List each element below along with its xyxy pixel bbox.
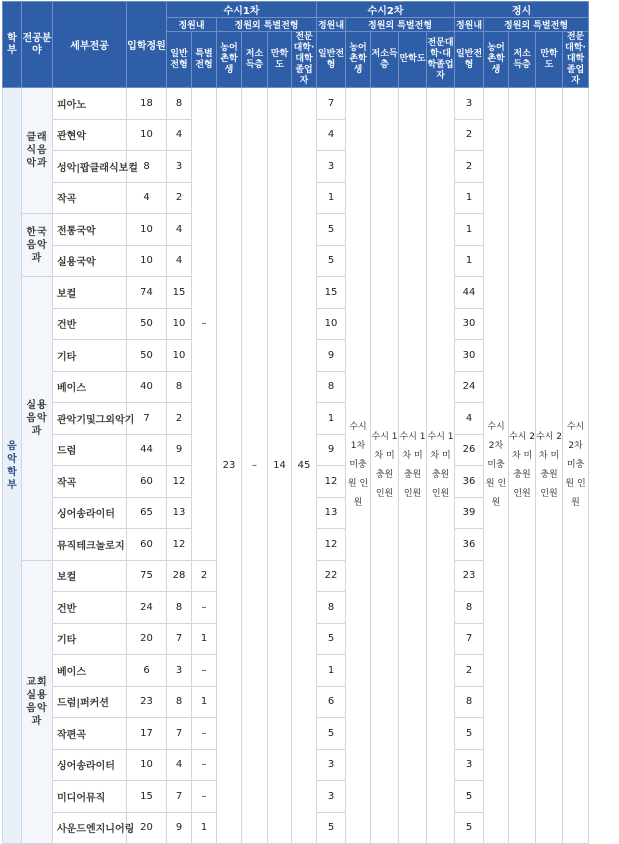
quota-cell: 4 (127, 182, 167, 214)
header-j-lowincome: 저소득층 (509, 32, 536, 88)
s2-latestudy-note: 수시 1차 미충원 인원 (399, 88, 427, 844)
s1-general-cell: 13 (167, 497, 192, 529)
s2-general-cell: 8 (317, 592, 346, 624)
quota-cell: 24 (127, 592, 167, 624)
quota-cell: 7 (127, 403, 167, 435)
quota-cell: 15 (127, 781, 167, 813)
header-s2-farm: 농어촌학생 (346, 32, 371, 88)
s1-general-cell: 9 (167, 812, 192, 844)
s1-special-cell: 1 (192, 686, 217, 718)
s1-special-cell: 2 (192, 560, 217, 592)
s2-general-cell: 9 (317, 434, 346, 466)
s2-grad-note: 수시 1차 미충원 인원 (427, 88, 455, 844)
header-susi1-out: 정원외 특별전형 (217, 18, 317, 32)
category-cell: 한국음악과 (22, 214, 53, 277)
j-general-cell: 5 (455, 812, 484, 844)
major-cell: 피아노 (53, 88, 127, 120)
s1-general-cell: 7 (167, 781, 192, 813)
header-s1-grad: 전문대학·대학졸업자 (292, 32, 317, 88)
j-general-cell: 8 (455, 592, 484, 624)
s1-general-cell: 12 (167, 529, 192, 561)
s2-general-cell: 3 (317, 749, 346, 781)
s2-general-cell: 9 (317, 340, 346, 372)
header-s2-lowincome: 저소득층 (371, 32, 399, 88)
s2-general-cell: 6 (317, 686, 346, 718)
header-s2-grad: 전문대학·대학졸업자 (427, 32, 455, 88)
s1-special-cell: – (192, 718, 217, 750)
quota-cell: 60 (127, 466, 167, 498)
quota-cell: 8 (127, 151, 167, 183)
s1-general-cell: 12 (167, 466, 192, 498)
major-cell: 관현악 (53, 119, 127, 151)
quota-cell: 6 (127, 655, 167, 687)
quota-cell: 74 (127, 277, 167, 309)
s1-general-cell: 7 (167, 718, 192, 750)
s1-general-cell: 8 (167, 88, 192, 120)
j-general-cell: 2 (455, 119, 484, 151)
major-cell: 기타 (53, 340, 127, 372)
major-cell: 성악|팝클래식보컬 (53, 151, 127, 183)
header-susi2-in: 정원내 (317, 18, 346, 32)
header-dept: 학부 (3, 2, 22, 88)
header-jungsi: 정시 (455, 2, 589, 18)
major-cell: 작편곡 (53, 718, 127, 750)
quota-cell: 10 (127, 119, 167, 151)
major-cell: 건반 (53, 592, 127, 624)
major-cell: 드럼|퍼커션 (53, 686, 127, 718)
j-general-cell: 1 (455, 182, 484, 214)
j-general-cell: 36 (455, 529, 484, 561)
quota-cell: 20 (127, 623, 167, 655)
s1-special-cell: – (192, 749, 217, 781)
j-latestudy-note: 수시 2차 미충원 인원 (536, 88, 563, 844)
header-s1-special: 특별전형 (192, 32, 217, 88)
s1-farm-cell: 23 (217, 88, 242, 844)
major-cell: 관악기및그외악기 (53, 403, 127, 435)
s2-general-cell: 1 (317, 182, 346, 214)
major-cell: 보컬 (53, 277, 127, 309)
header-s1-general: 일반전형 (167, 32, 192, 88)
j-general-cell: 23 (455, 560, 484, 592)
quota-cell: 50 (127, 340, 167, 372)
s1-general-cell: 3 (167, 655, 192, 687)
j-general-cell: 4 (455, 403, 484, 435)
header-s1-latestudy: 만학도 (268, 32, 292, 88)
header-j-latestudy: 만학도 (536, 32, 563, 88)
j-general-cell: 3 (455, 749, 484, 781)
s1-special-cell: – (192, 655, 217, 687)
j-general-cell: 1 (455, 245, 484, 277)
header-susi1: 수시1차 (167, 2, 317, 18)
s2-general-cell: 3 (317, 781, 346, 813)
quota-cell: 10 (127, 214, 167, 246)
j-general-cell: 26 (455, 434, 484, 466)
major-cell: 싱어송라이터 (53, 497, 127, 529)
s1-special-merged-cell: – (192, 88, 217, 561)
s2-general-cell: 4 (317, 119, 346, 151)
s2-general-cell: 12 (317, 466, 346, 498)
s1-general-cell: 8 (167, 371, 192, 403)
major-cell: 건반 (53, 308, 127, 340)
header-s2-latestudy: 만학도 (399, 32, 427, 88)
s1-general-cell: 8 (167, 686, 192, 718)
s2-general-cell: 15 (317, 277, 346, 309)
admission-quota-table (2, 1, 619, 844)
s2-farm-note: 수시 1차 미충원 인원 (346, 88, 371, 844)
header-jungsi-out: 정원외 특별전형 (484, 18, 589, 32)
major-cell: 사운드엔지니어링 (53, 812, 127, 844)
j-general-cell: 7 (455, 623, 484, 655)
s1-general-cell: 4 (167, 749, 192, 781)
major-cell: 베이스 (53, 655, 127, 687)
quota-cell: 20 (127, 812, 167, 844)
s1-general-cell: 15 (167, 277, 192, 309)
s1-general-cell: 2 (167, 182, 192, 214)
header-susi2-out: 정원외 특별전형 (346, 18, 455, 32)
quota-cell: 44 (127, 434, 167, 466)
quota-cell: 10 (127, 245, 167, 277)
s1-general-cell: 4 (167, 119, 192, 151)
category-cell: 실용음악과 (22, 277, 53, 561)
s2-general-cell: 5 (317, 718, 346, 750)
dept-cell: 음악학부 (3, 88, 22, 844)
s1-general-cell: 10 (167, 308, 192, 340)
s1-general-cell: 4 (167, 214, 192, 246)
s1-lowincome-cell: – (242, 88, 268, 844)
header-susi1-in: 정원내 (167, 18, 217, 32)
quota-cell: 65 (127, 497, 167, 529)
major-cell: 싱어송라이터 (53, 749, 127, 781)
quota-cell: 18 (127, 88, 167, 120)
j-general-cell: 2 (455, 655, 484, 687)
s1-latestudy-cell: 14 (268, 88, 292, 844)
j-lowincome-note: 수시 2차 미충원 인원 (509, 88, 536, 844)
j-general-cell: 5 (455, 718, 484, 750)
s2-general-cell: 3 (317, 151, 346, 183)
quota-cell: 60 (127, 529, 167, 561)
s2-general-cell: 12 (317, 529, 346, 561)
major-cell: 작곡 (53, 182, 127, 214)
header-j-farm: 농어촌학생 (484, 32, 509, 88)
s1-general-cell: 2 (167, 403, 192, 435)
quota-cell: 10 (127, 749, 167, 781)
j-general-cell: 24 (455, 371, 484, 403)
s2-lowincome-note: 수시 1차 미충원 인원 (371, 88, 399, 844)
j-general-cell: 39 (455, 497, 484, 529)
s2-general-cell: 5 (317, 214, 346, 246)
s1-general-cell: 4 (167, 245, 192, 277)
j-general-cell: 30 (455, 340, 484, 372)
s2-general-cell: 5 (317, 812, 346, 844)
category-cell: 클래식음악과 (22, 88, 53, 214)
major-cell: 드럼 (53, 434, 127, 466)
table-row (3, 88, 619, 120)
header-major: 세부전공 (53, 2, 127, 88)
s2-general-cell: 7 (317, 88, 346, 120)
s2-general-cell: 22 (317, 560, 346, 592)
header-s1-lowincome: 저소득층 (242, 32, 268, 88)
j-general-cell: 2 (455, 151, 484, 183)
header-j-general: 일반전형 (455, 32, 484, 88)
major-cell: 베이스 (53, 371, 127, 403)
header-jungsi-in: 정원내 (455, 18, 484, 32)
s2-general-cell: 5 (317, 623, 346, 655)
j-general-cell: 1 (455, 214, 484, 246)
s1-general-cell: 28 (167, 560, 192, 592)
quota-cell: 50 (127, 308, 167, 340)
major-cell: 실용국악 (53, 245, 127, 277)
header-susi2: 수시2차 (317, 2, 455, 18)
j-general-cell: 5 (455, 781, 484, 813)
j-general-cell: 8 (455, 686, 484, 718)
header-s2-general: 일반전형 (317, 32, 346, 88)
s1-general-cell: 9 (167, 434, 192, 466)
quota-cell: 23 (127, 686, 167, 718)
s1-special-cell: – (192, 592, 217, 624)
major-cell: 뮤직테크놀로지 (53, 529, 127, 561)
s2-general-cell: 13 (317, 497, 346, 529)
s1-special-cell: – (192, 781, 217, 813)
s1-special-cell: 1 (192, 623, 217, 655)
s1-general-cell: 3 (167, 151, 192, 183)
j-general-cell: 3 (455, 88, 484, 120)
s2-general-cell: 1 (317, 403, 346, 435)
j-farm-note: 수시 2차 미충원 인원 (484, 88, 509, 844)
s1-grad-cell: 45 (292, 88, 317, 844)
j-general-cell: 30 (455, 308, 484, 340)
j-general-cell: 36 (455, 466, 484, 498)
header-s1-farm: 농어촌학생 (217, 32, 242, 88)
s2-general-cell: 5 (317, 245, 346, 277)
s1-general-cell: 7 (167, 623, 192, 655)
j-grad-note: 수시 2차 미충원 인원 (563, 88, 589, 844)
major-cell: 기타 (53, 623, 127, 655)
major-cell: 미디어뮤직 (53, 781, 127, 813)
quota-cell: 17 (127, 718, 167, 750)
s2-general-cell: 10 (317, 308, 346, 340)
header-field: 전공분야 (22, 2, 53, 88)
j-general-cell: 44 (455, 277, 484, 309)
s1-general-cell: 10 (167, 340, 192, 372)
header-quota: 입학정원 (127, 2, 167, 88)
quota-cell: 75 (127, 560, 167, 592)
major-cell: 전통국악 (53, 214, 127, 246)
major-cell: 작곡 (53, 466, 127, 498)
quota-cell: 40 (127, 371, 167, 403)
s2-general-cell: 8 (317, 371, 346, 403)
category-cell: 교회실용음악과 (22, 560, 53, 844)
s1-special-cell: 1 (192, 812, 217, 844)
s1-general-cell: 8 (167, 592, 192, 624)
s2-general-cell: 1 (317, 655, 346, 687)
header-j-grad: 전문대학·대학졸업자 (563, 32, 589, 88)
major-cell: 보컬 (53, 560, 127, 592)
